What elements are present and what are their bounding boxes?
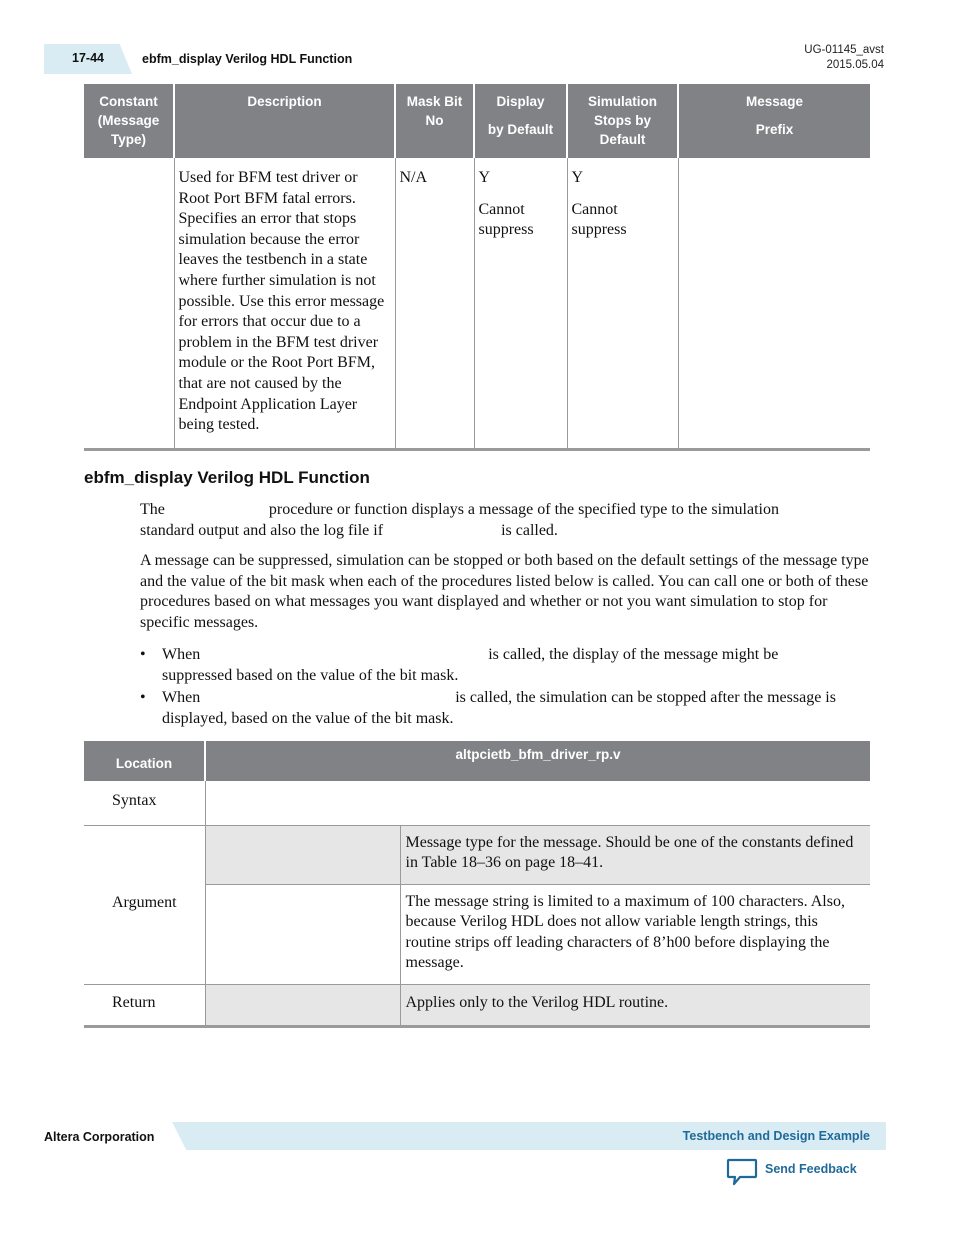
col-header-description: Description (174, 84, 395, 158)
intro-text: procedure or function displays a message of the specified type to the simulation (268, 501, 779, 518)
header-line: Message (745, 94, 804, 109)
header-line: Simulation (587, 94, 657, 109)
col-header-sim-stops (567, 84, 678, 158)
header-line: by Default (487, 122, 554, 137)
table-row-syntax (84, 781, 870, 825)
intro-text: standard output and also the log file if (140, 521, 384, 539)
header-line: Type) (110, 132, 146, 147)
doc-date: 2015.05.04 (826, 59, 884, 71)
doc-id: UG-01145_avst (804, 44, 884, 56)
intro-paragraph-2: A message can be suppressed, simulation can be stopped or both based on the default settings of the message type and the value of the bit mask when each of the procedures listed below is called. You can call one or both of these procedures based on what messages you want displayed and whether or not you want simulation to stop for specific messages. (140, 552, 869, 631)
running-header-title: ebfm_display Verilog HDL Function (142, 52, 353, 66)
argument-label: Argument (112, 893, 177, 911)
table-header-row (84, 741, 870, 781)
bullet-text: is called, the simulation can be stopped after the message is (455, 689, 836, 706)
display-note: Cannot suppress (478, 200, 534, 239)
table-row-argument-1 (84, 825, 870, 884)
intro-text: is called. (501, 521, 558, 539)
col-header-prefix (678, 84, 870, 158)
col-header-constant (84, 84, 174, 158)
header-line: Prefix (755, 122, 794, 137)
bullet-text: suppressed based on the value of the bit mask. (162, 667, 459, 684)
table-row (84, 158, 870, 449)
list-item (140, 687, 870, 729)
procedure-list (140, 644, 870, 730)
col-header-display (474, 84, 567, 158)
footer-section-link[interactable]: Testbench and Design Example (682, 1129, 870, 1143)
page-number: 17-44 (72, 51, 104, 65)
return-name (205, 985, 400, 1027)
cell-display (474, 158, 567, 449)
list-item (140, 644, 870, 686)
send-feedback-link[interactable]: Send Feedback (765, 1162, 857, 1176)
cell-sim-stops (567, 158, 678, 449)
arg1-name (205, 825, 400, 884)
header-line: No (425, 113, 444, 128)
bullet-icon: • (140, 646, 146, 663)
bullet-text: When (162, 646, 201, 663)
feedback-icon[interactable] (726, 1158, 758, 1186)
display-value: Y (478, 169, 491, 186)
header-line: (Message (97, 113, 160, 128)
bullet-text: is called, the display of the message might be (488, 646, 779, 663)
bullet-text: displayed, based on the value of the bit mask. (162, 710, 454, 727)
intro-paragraph-1 (140, 500, 870, 541)
cell-description: Used for BFM test driver or Root Port BFM fatal errors. Specifies an error that stops simulation because the error leaves the testbench in a state where further simulation is not possible. Use this error message for errors that occur due to a problem in the BFM test driver module or the Root Port BFM, that are not caused by the Endpoint Application Layer being tested. (174, 158, 395, 449)
section-title: ebfm_display Verilog HDL Function (84, 468, 370, 487)
col-header-mask-bit (395, 84, 474, 158)
table-row-return (84, 985, 870, 1027)
return-label: Return (112, 994, 156, 1012)
bullet-text: When (162, 689, 201, 706)
arg1-description: Message type for the message. Should be one of the constants defined in Table 18–36 on page 18–41. (400, 825, 870, 884)
bullet-icon: • (140, 689, 146, 706)
arg2-description: The message string is limited to a maximum of 100 characters. Also, because Verilog HDL does not allow variable length strings, this routine strips off leading characters of 8’h00 before displaying the message. (400, 884, 870, 984)
message-type-table (84, 84, 870, 451)
header-line: Stops by (593, 113, 651, 128)
footer-company: Altera Corporation (44, 1130, 155, 1144)
intro-text: The (140, 501, 165, 518)
syntax-label: Syntax (112, 791, 157, 809)
syntax-value (205, 781, 870, 825)
location-label: Location (84, 741, 205, 781)
header-line: Display (496, 94, 545, 109)
cell-mask-bit: N/A (395, 158, 474, 449)
doc-info (804, 43, 884, 73)
stops-note: Cannot suppress (571, 200, 627, 239)
header-line: Constant (99, 94, 158, 109)
table-header-row (84, 84, 870, 158)
cell-constant (84, 158, 174, 449)
arg2-name (205, 884, 400, 984)
function-info-table (84, 741, 870, 1028)
return-description: Applies only to the Verilog HDL routine. (400, 985, 870, 1027)
stops-value: Y (571, 169, 584, 186)
header-line: Default (599, 132, 646, 147)
location-value: altpcietb_bfm_driver_rp.v (205, 741, 870, 781)
header-line: Mask Bit (406, 94, 463, 109)
cell-prefix (678, 158, 870, 449)
